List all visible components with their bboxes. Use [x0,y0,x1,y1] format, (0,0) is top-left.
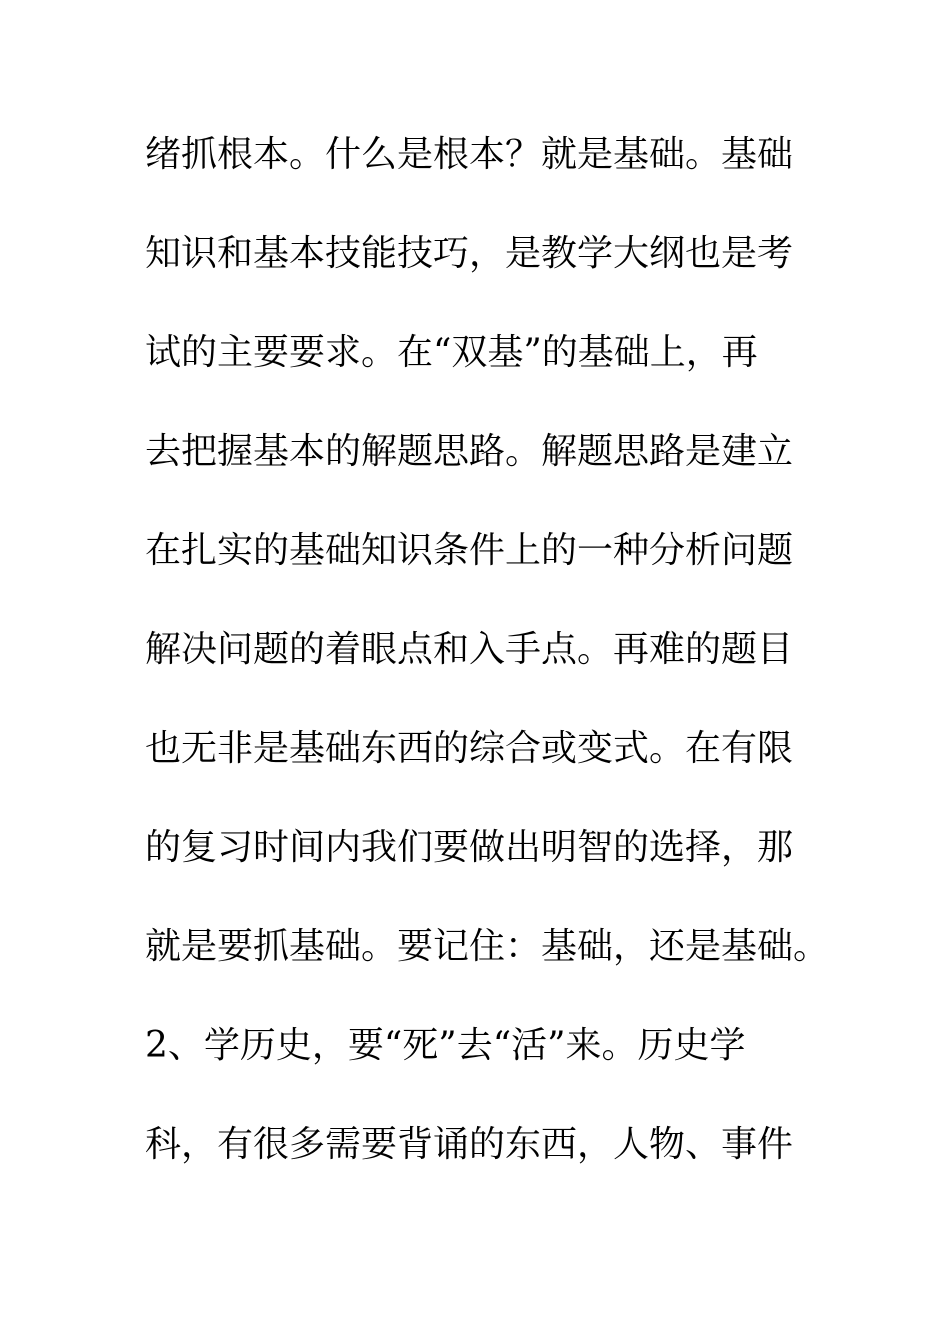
text-line-2: 知识和基本技能技巧，是教学大纲也是考 [145,233,794,274]
text-line-6: 解决问题的着眼点和入手点。再难的题目 [145,629,794,670]
text-line-10: 2、学历史，要“死”去“活”来。历史学 [145,1025,746,1066]
body-text [145,125,830,1214]
text-line-3: 试的主要要求。在“双基”的基础上，再 [145,332,758,373]
text-line-1: 绪抓根本。什么是根本？就是基础。基础 [145,134,794,175]
text-line-8: 的复习时间内我们要做出明智的选择，那 [145,827,794,868]
text-line-11: 科，有很多需要背诵的东西，人物、事件 [145,1124,794,1165]
text-line-5: 在扎实的基础知识条件上的一种分析问题 [145,530,794,571]
text-line-7: 也无非是基础东西的综合或变式。在有限 [145,728,794,769]
text-line-4: 去把握基本的解题思路。解题思路是建立 [145,431,794,472]
text-line-9: 就是要抓基础。要记住：基础，还是基础。 [145,926,830,967]
